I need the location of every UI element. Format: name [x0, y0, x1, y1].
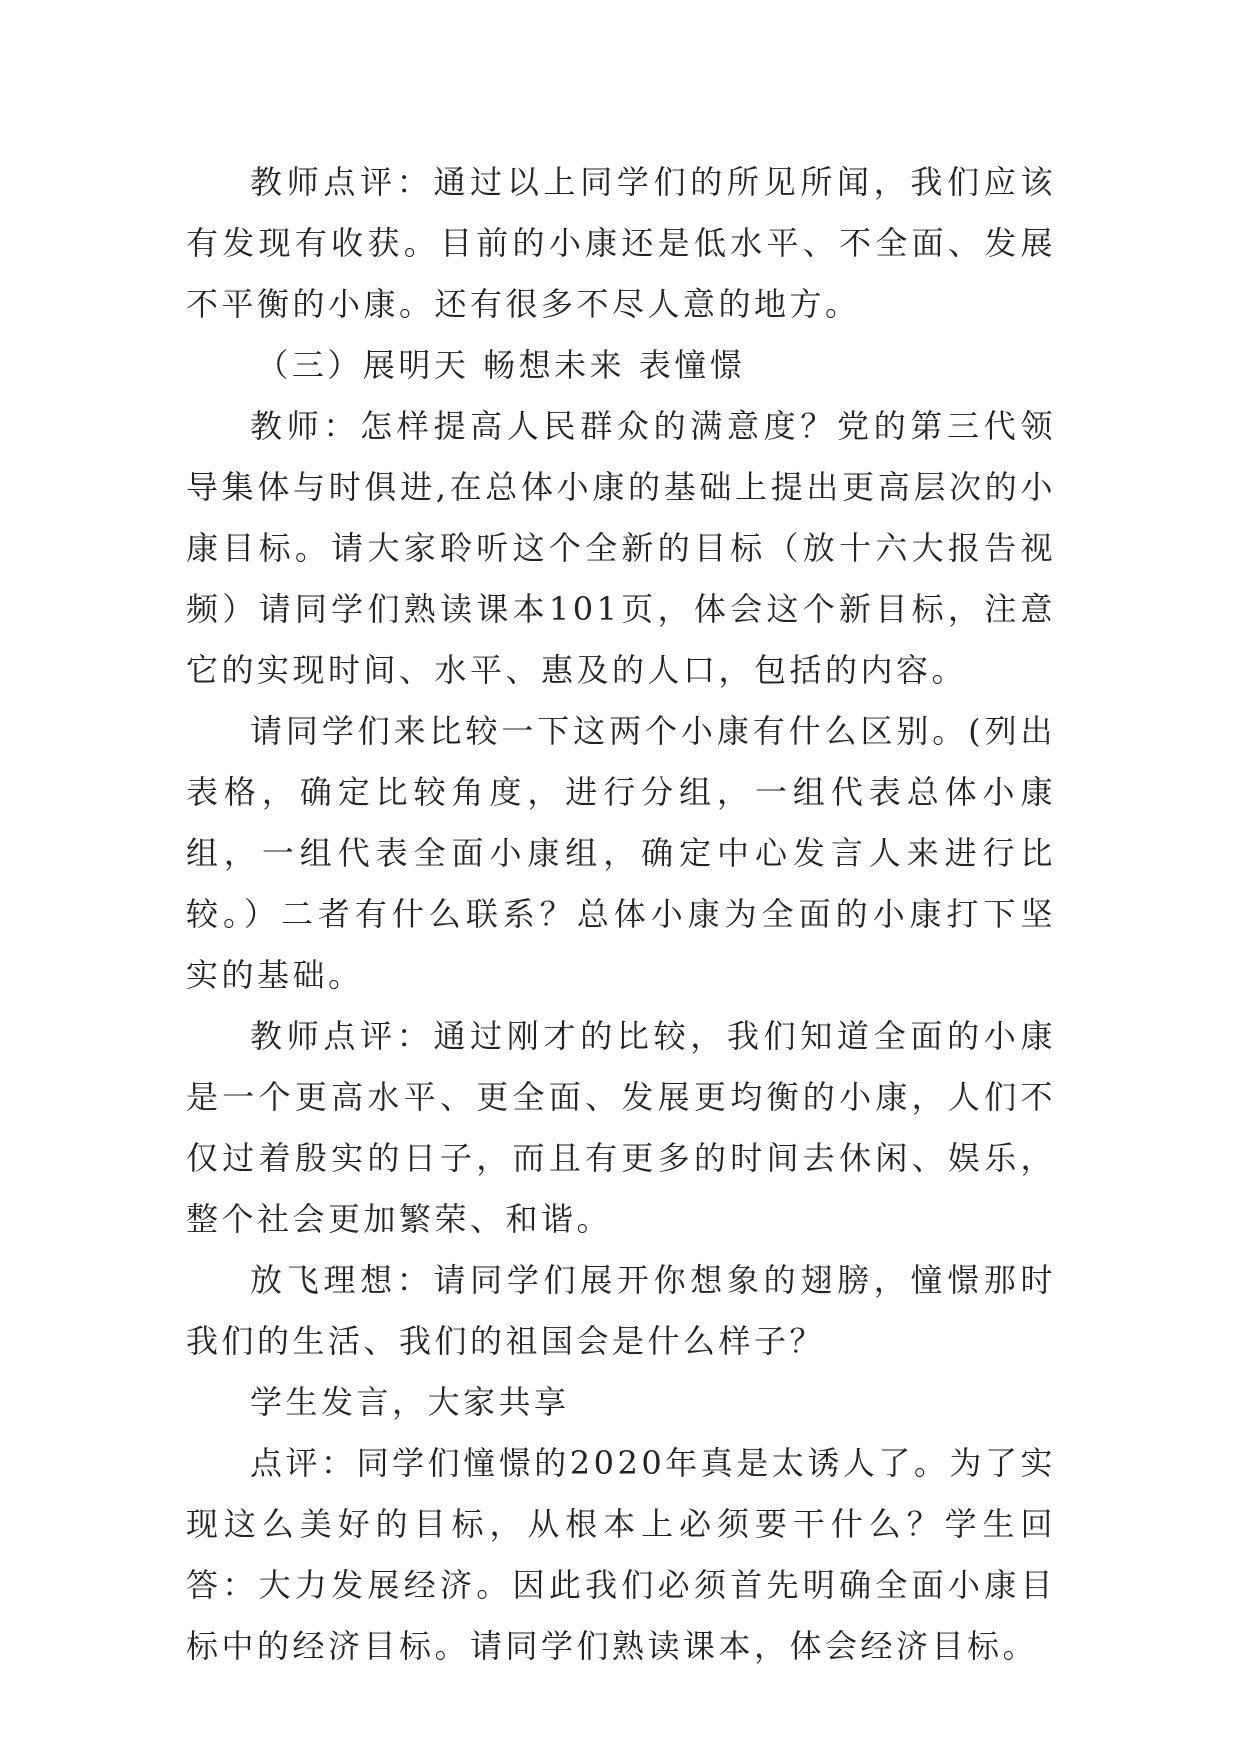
paragraph-comparison: 请同学们来比较一下这两个小康有什么区别。(列出表格，确定比较角度，进行分组，一组代表总体小康组，一组代表全面小康组，确定中心发言人来进行比较。）二者有什么联系？总体小康为全面的小康打下坚实的基础。 — [186, 712, 1056, 994]
paragraph-student-sharing: 学生发言，大家共享 — [250, 1383, 570, 1421]
paragraph-teacher-comment-2: 教师点评：通过刚才的比较，我们知道全面的小康是一个更高水平、更全面、发展更均衡的小康，人们不仅过着殷实的日子，而且有更多的时间去休闲、娱乐，整个社会更加繁荣、和谐。 — [186, 1017, 1056, 1238]
section-heading-3: （三）展明天 畅想未来 表憧憬 — [256, 346, 746, 384]
paragraph-teacher-question: 教师：怎样提高人民群众的满意度？党的第三代领导集体与时俱进,在总体小康的基础上提出更高层次的小康目标。请大家聆听这个全新的目标（放十六大报告视频）请同学们熟读课本101页，体会这个新目标，注意它的实现时间、水平、惠及的人口，包括的内容。 — [186, 407, 1056, 689]
paragraph-comment-2020: 点评：同学们憧憬的2020年真是太诱人了。为了实现这么美好的目标，从根本上必须要干什么？学生回答：大力发展经济。因此我们必须首先明确全面小康目标中的经济目标。请同学们熟读课本，体会经济目标。 — [186, 1444, 1056, 1665]
document-body — [186, 152, 1056, 1677]
paragraph-teacher-comment-1: 教师点评：通过以上同学们的所见所闻，我们应该有发现有收获。目前的小康还是低水平、不全面、发展不平衡的小康。还有很多不尽人意的地方。 — [186, 163, 1056, 323]
paragraph-ideals: 放飞理想：请同学们展开你想象的翅膀，憧憬那时我们的生活、我们的祖国会是什么样子？ — [186, 1261, 1056, 1360]
